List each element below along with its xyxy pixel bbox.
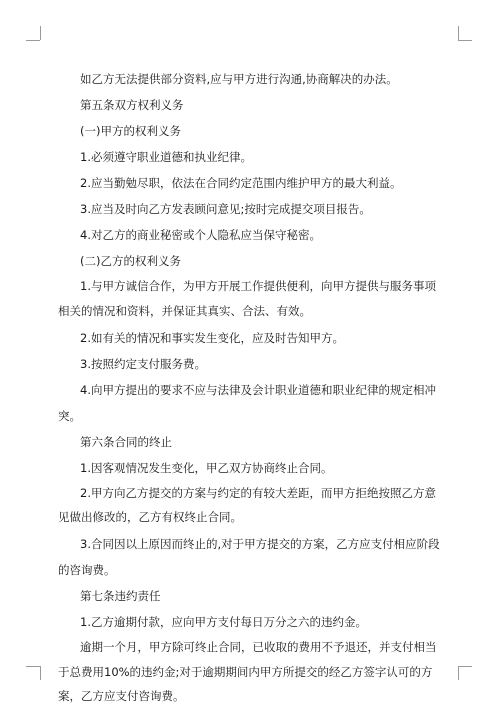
list-item: 1.与甲方诚信合作，为甲方开展工作提供便利，向甲方提供与服务事项相关的情况和资料，并保证其真实、合法、有效。 <box>58 279 436 318</box>
list-item: 4.对乙方的商业秘密或个人隐私应当保守秘密。 <box>80 228 321 242</box>
list-item: 3.合同因以上原因而终止的,对于甲方提交的方案，乙方应支付相应阶段的咨询费。 <box>58 537 440 577</box>
section-heading: 第五条双方权利义务 <box>80 98 184 112</box>
paragraph: 如乙方无法提供部分资料,应与甲方进行沟通,协商解决的办法。 <box>80 72 398 86</box>
subsection-heading: (二)乙方的权利义务 <box>80 254 181 268</box>
list-item: 2.应当勤勉尽职，依法在合同约定范围内维护甲方的最大利益。 <box>80 176 402 190</box>
subsection-heading: (一)甲方的权利义务 <box>80 124 181 138</box>
list-item: 2.甲方向乙方提交的方案与约定的有较大差距，而甲方拒绝按照乙方意见做出修改的，乙方有权终止合同。 <box>58 485 436 524</box>
list-item: 1.乙方逾期付款，应向甲方支付每日万分之六的违约金。 <box>80 615 367 629</box>
list-item: 2.如有关的情况和事实发生变化，应及时告知甲方。 <box>80 330 344 345</box>
section-heading: 第七条违约责任 <box>80 589 161 603</box>
list-item: 3.应当及时向乙方发表顾问意见;按时完成提交项目报告。 <box>80 202 371 216</box>
section-heading: 第六条合同的终止 <box>80 434 172 449</box>
list-item: 4.向甲方提出的要求不应与法律及会计职业道德和职业纪律的规定相冲突。 <box>58 382 436 423</box>
list-item: 1.必须遵守职业道德和执业纪律。 <box>80 150 252 164</box>
document-body <box>58 66 446 709</box>
list-item: 3.按照约定支付服务费。 <box>80 356 206 371</box>
paragraph: 逾期一个月，甲方除可终止合同，已收取的费用不予退还，并支付相当于总费用10%的违约金;对于逾期期间内甲方所提交的经乙方签字认可的方案，乙方应支付咨询费。 <box>58 640 437 703</box>
list-item: 1.因客观情况发生变化，甲乙双方协商终止合同。 <box>80 460 333 475</box>
